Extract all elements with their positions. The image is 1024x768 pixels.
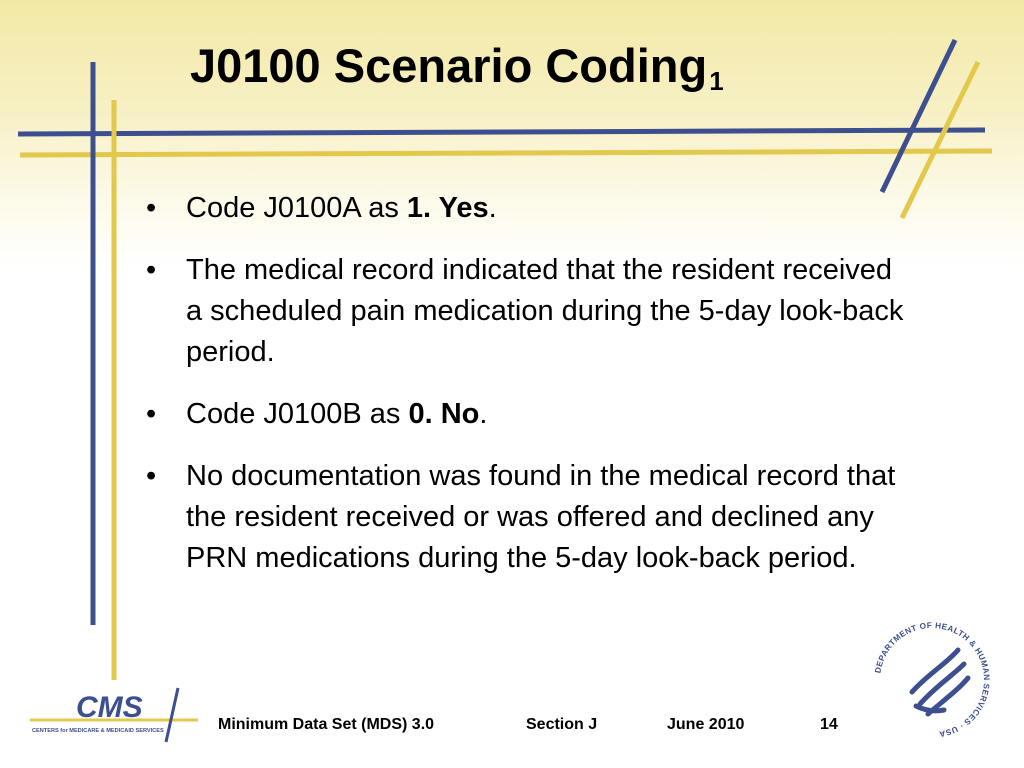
cms-logo — [28, 684, 200, 744]
bullet-dot: • — [146, 398, 157, 430]
cms-logo-navy-slash — [166, 688, 178, 742]
hhs-seal — [866, 614, 998, 746]
bullet-text-end: . — [488, 192, 497, 224]
bullet-dot: • — [146, 192, 157, 224]
cms-logo-tagline: CENTERS for MEDICARE & MEDICAID SERVICES — [32, 728, 164, 734]
slide-title-text: J0100 Scenario Coding — [190, 39, 708, 92]
bullet-bold-answer: 0. No — [408, 398, 480, 430]
gold-horizontal-line — [20, 151, 992, 155]
footer-page-number: 14 — [820, 716, 838, 733]
hhs-seal-text: DEPARTMENT OF HEALTH & HUMAN SERVICES · USA — [873, 620, 992, 739]
slide-title — [190, 39, 724, 96]
navy-diagonal-line-right — [882, 40, 955, 192]
hhs-eagle-icon — [912, 650, 968, 714]
bullet-bold-answer: 1. Yes — [406, 192, 489, 224]
gold-diagonal-line-right — [902, 62, 978, 218]
footer-section: Section J — [526, 716, 598, 733]
bullet-text: No documentation was found in the medical record that the resident received or was offered and declined any PRN medications during the 5-day look-back period. — [186, 460, 896, 574]
slide-title-subscript: 1 — [709, 66, 724, 96]
bullet-text: The medical record indicated that the resident received a scheduled pain medication during the 5-day look-back period. — [186, 254, 904, 368]
footer-program: Minimum Data Set (MDS) 3.0 — [218, 716, 435, 733]
bullet-text-end: . — [479, 398, 488, 430]
bullet-dot: • — [146, 460, 157, 492]
bullet-item — [140, 394, 910, 435]
navy-horizontal-line — [18, 130, 985, 134]
bullet-item — [140, 456, 910, 579]
bullet-text: Code J0100B as — [186, 398, 409, 430]
bullet-dot: • — [146, 254, 157, 286]
bullet-item — [140, 250, 910, 373]
bullet-item — [140, 188, 910, 229]
bullet-text: Code J0100A as — [186, 192, 407, 224]
cms-logo-text: CMS — [76, 691, 143, 724]
footer-date: June 2010 — [667, 716, 745, 733]
bullet-list — [140, 188, 910, 600]
